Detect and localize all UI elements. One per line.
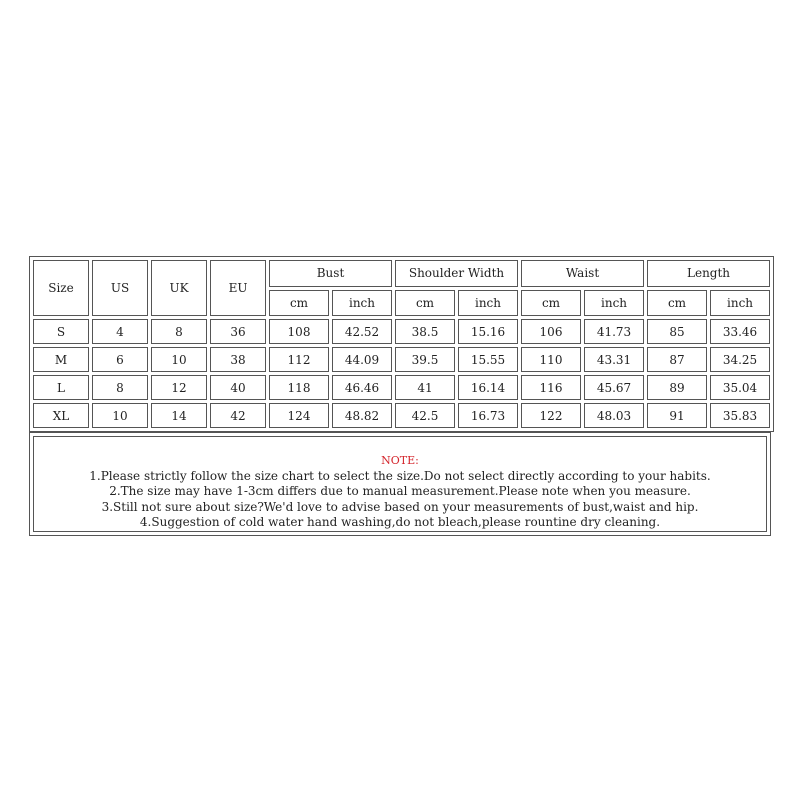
cell-eu: 40: [210, 375, 266, 400]
cell-bust-inch: 42.52: [332, 319, 392, 344]
cell-eu: 36: [210, 319, 266, 344]
table-row: [33, 375, 770, 400]
cell-size: S: [33, 319, 89, 344]
cell-shoulder-cm: 41: [395, 375, 455, 400]
cell-shoulder-cm: 38.5: [395, 319, 455, 344]
cell-bust-inch: 44.09: [332, 347, 392, 372]
header-eu: EU: [210, 260, 266, 316]
cell-uk: 10: [151, 347, 207, 372]
size-chart: [29, 256, 771, 536]
header-length: Length: [647, 260, 770, 287]
header-shoulder-cm: cm: [395, 290, 455, 317]
cell-waist-cm: 122: [521, 403, 581, 428]
cell-size: L: [33, 375, 89, 400]
cell-length-cm: 85: [647, 319, 707, 344]
header-waist-cm: cm: [521, 290, 581, 317]
note-content: [33, 436, 767, 532]
header-shoulder-inch: inch: [458, 290, 518, 317]
cell-waist-cm: 106: [521, 319, 581, 344]
table-row: [33, 347, 770, 372]
cell-length-cm: 87: [647, 347, 707, 372]
cell-length-cm: 91: [647, 403, 707, 428]
header-row-top: [33, 260, 770, 287]
cell-bust-cm: 124: [269, 403, 329, 428]
table-row: [33, 319, 770, 344]
header-bust-cm: cm: [269, 290, 329, 317]
cell-uk: 8: [151, 319, 207, 344]
note-line-4: 4.Suggestion of cold water hand washing,do not bleach,please rountine dry cleaning.: [139, 515, 661, 529]
cell-eu: 42: [210, 403, 266, 428]
cell-waist-inch: 41.73: [584, 319, 644, 344]
cell-bust-inch: 48.82: [332, 403, 392, 428]
header-waist: Waist: [521, 260, 644, 287]
note-line-2: 2.The size may have 1-3cm differs due to manual measurement.Please note when you measure.: [109, 484, 691, 498]
cell-us: 4: [92, 319, 148, 344]
header-waist-inch: inch: [584, 290, 644, 317]
cell-shoulder-inch: 16.14: [458, 375, 518, 400]
cell-bust-cm: 112: [269, 347, 329, 372]
cell-shoulder-cm: 39.5: [395, 347, 455, 372]
header-bust-inch: inch: [332, 290, 392, 317]
cell-waist-inch: 45.67: [584, 375, 644, 400]
cell-shoulder-inch: 16.73: [458, 403, 518, 428]
header-shoulder-width: Shoulder Width: [395, 260, 518, 287]
cell-us: 6: [92, 347, 148, 372]
cell-bust-inch: 46.46: [332, 375, 392, 400]
cell-bust-cm: 118: [269, 375, 329, 400]
cell-waist-inch: 48.03: [584, 403, 644, 428]
cell-length-inch: 33.46: [710, 319, 770, 344]
cell-uk: 14: [151, 403, 207, 428]
header-length-cm: cm: [647, 290, 707, 317]
cell-bust-cm: 108: [269, 319, 329, 344]
cell-waist-cm: 116: [521, 375, 581, 400]
header-bust: Bust: [269, 260, 392, 287]
header-us: US: [92, 260, 148, 316]
cell-shoulder-inch: 15.16: [458, 319, 518, 344]
note-line-1: 1.Please strictly follow the size chart to select the size.Do not select directly according to your habits.: [89, 468, 711, 483]
cell-uk: 12: [151, 375, 207, 400]
note-line-3: 3.Still not sure about size?We'd love to advise based on your measurements of bust,waist and hip.: [101, 499, 699, 514]
header-length-inch: inch: [710, 290, 770, 317]
cell-us: 8: [92, 375, 148, 400]
cell-shoulder-cm: 42.5: [395, 403, 455, 428]
cell-us: 10: [92, 403, 148, 428]
note-box: [29, 432, 771, 536]
cell-size: M: [33, 347, 89, 372]
size-table: [29, 256, 774, 432]
cell-shoulder-inch: 15.55: [458, 347, 518, 372]
cell-length-inch: 35.04: [710, 375, 770, 400]
note-title: NOTE:: [381, 454, 419, 467]
header-size: Size: [33, 260, 89, 316]
cell-eu: 38: [210, 347, 266, 372]
cell-length-inch: 34.25: [710, 347, 770, 372]
cell-length-cm: 89: [647, 375, 707, 400]
cell-waist-inch: 43.31: [584, 347, 644, 372]
table-row: [33, 403, 770, 428]
header-uk: UK: [151, 260, 207, 316]
cell-waist-cm: 110: [521, 347, 581, 372]
cell-size: XL: [33, 403, 89, 428]
cell-length-inch: 35.83: [710, 403, 770, 428]
